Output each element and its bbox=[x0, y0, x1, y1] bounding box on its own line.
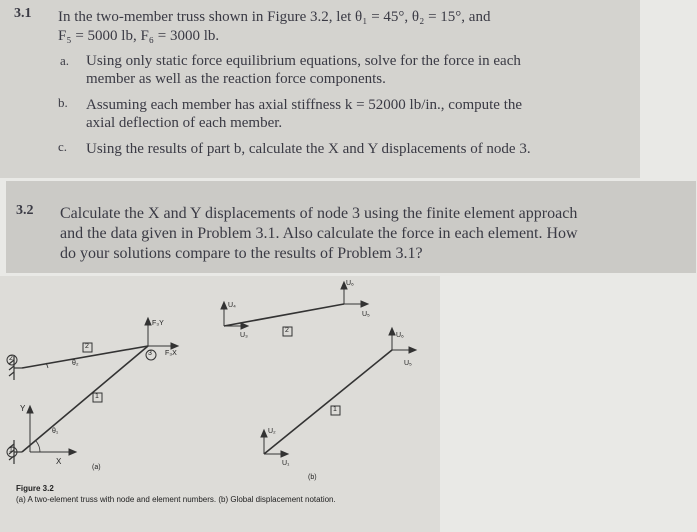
figure-caption-text: (a) A two-element truss with node and element numbers. (b) Global displacement notation. bbox=[16, 495, 336, 504]
part-a-label: (a) bbox=[92, 464, 101, 471]
truss-b-element-1 bbox=[264, 350, 392, 454]
theta-2-label: θ₂ bbox=[72, 360, 79, 367]
part-a-label: a. bbox=[60, 53, 70, 68]
part-a-line-2: member as well as the reaction force components. bbox=[86, 71, 386, 87]
x-axis-label: X bbox=[56, 457, 62, 466]
u5-label-top: U₅ bbox=[362, 311, 370, 318]
problem-3-1 bbox=[0, 0, 640, 178]
truss-b-element-2 bbox=[224, 304, 344, 326]
problem-intro-line-2: F₅ = 5000 lb, F₆ = 3000 lb. bbox=[58, 28, 220, 44]
element-1-label: 1 bbox=[95, 393, 99, 400]
f3y-label: F₃Y bbox=[152, 320, 164, 327]
u6-label-top: U₆ bbox=[346, 280, 354, 287]
u6-label-bottom: U₆ bbox=[396, 332, 404, 339]
problem-intro-line-1: In the two-member truss shown in Figure 3.2, let θ₁ = 45°, θ₂ = 15°, and bbox=[58, 9, 491, 25]
part-b-line-2: axial deflection of each member. bbox=[86, 115, 283, 131]
problem-3-2 bbox=[6, 181, 696, 273]
figure-3-2 bbox=[0, 276, 440, 532]
part-c-line-1: Using the results of part b, calculate the X and Y displacements of node 3. bbox=[86, 141, 531, 157]
truss-diagram bbox=[0, 276, 440, 532]
node-3-label: 3 bbox=[148, 350, 152, 357]
problem-line-2: and the data given in Problem 3.1. Also calculate the force in each element. How bbox=[60, 225, 578, 242]
u2-label: U₂ bbox=[268, 428, 276, 435]
part-c-label: c. bbox=[58, 139, 68, 154]
theta-1-label: θ₁ bbox=[52, 428, 59, 435]
figure-caption-title: Figure 3.2 bbox=[16, 484, 54, 493]
element-2-label-b: 2 bbox=[285, 327, 289, 334]
part-b-label: b. bbox=[58, 95, 68, 110]
u5-label-bottom: U₅ bbox=[404, 360, 412, 367]
node-1-label: 1 bbox=[9, 447, 13, 454]
theta-1-arc bbox=[36, 441, 40, 452]
y-axis-label: Y bbox=[20, 404, 26, 413]
element-1-line bbox=[22, 346, 148, 452]
f3x-label: F₃X bbox=[165, 350, 177, 357]
truss-a bbox=[22, 346, 148, 452]
u1-label: U₁ bbox=[282, 460, 290, 467]
problem-line-1: Calculate the X and Y displacements of node 3 using the finite element approach bbox=[60, 205, 578, 222]
problem-line-3: do your solutions compare to the results of Problem 3.1? bbox=[60, 245, 423, 262]
element-2-label: 2 bbox=[85, 343, 89, 350]
part-a-line-1: Using only static force equilibrium equations, solve for the force in each bbox=[86, 53, 521, 69]
problem-number: 3.2 bbox=[16, 203, 34, 218]
problem-number: 3.1 bbox=[14, 6, 32, 21]
element-1-label-b: 1 bbox=[333, 406, 337, 413]
part-b-line-1: Assuming each member has axial stiffness k = 52000 lb/in., compute the bbox=[86, 97, 523, 113]
u4-label: U₄ bbox=[228, 302, 236, 309]
part-b-label: (b) bbox=[308, 474, 317, 481]
u3-label: U₃ bbox=[240, 332, 248, 339]
node-2-label: 2 bbox=[9, 355, 13, 362]
